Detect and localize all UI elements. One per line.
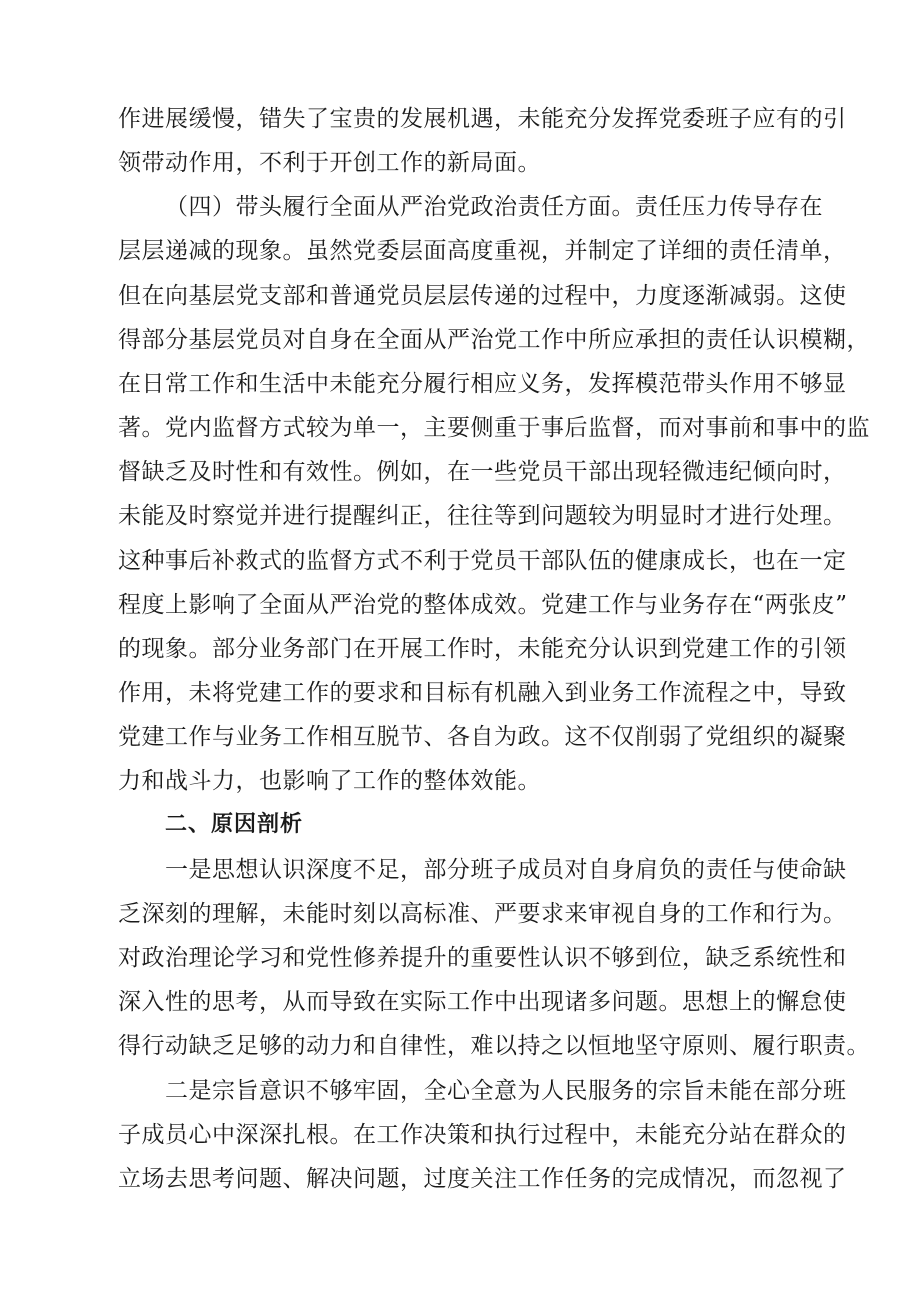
text-line: 力和战斗力，也影响了工作的整体效能。 xyxy=(118,768,541,794)
text-line: 作进展缓慢，错失了宝贵的发展机遇，未能充分发挥党委班子应有的引 xyxy=(118,106,847,132)
text-line: 层层递减的现象。虽然党委层面高度重视，并制定了详细的责任清单， xyxy=(118,238,847,264)
text-line: 子成员心中深深扎根。在工作决策和执行过程中，未能充分站在群众的 xyxy=(118,1122,847,1148)
text-line: 的现象。部分业务部门在开展工作时，未能充分认识到党建工作的引领 xyxy=(118,636,847,662)
text-line: 一是思想认识深度不足，部分班子成员对自身肩负的责任与使命缺 xyxy=(165,857,847,883)
text-line: 党建工作与业务工作相互脱节、各自为政。这不仅削弱了党组织的凝聚 xyxy=(118,724,847,750)
text-line: 作用，未将党建工作的要求和目标有机融入到业务工作流程之中，导致 xyxy=(118,680,847,706)
section-heading: 二、原因剖析 xyxy=(165,812,304,837)
text-line: 督缺乏及时性和有效性。例如，在一些党员干部出现轻微违纪倾向时， xyxy=(118,459,847,485)
text-line: （四）带头履行全面从严治党政治责任方面。责任压力传导存在 xyxy=(165,194,823,220)
text-line: 但在向基层党支部和普通党员层层传递的过程中，力度逐渐减弱。这使 xyxy=(118,283,847,309)
text-line: 未能及时察觉并进行提醒纠正，往往等到问题较为明显时才进行处理。 xyxy=(118,503,847,529)
text-line: 乏深刻的理解，未能时刻以高标准、严要求来审视自身的工作和行为。 xyxy=(118,901,847,927)
text-line: 在日常工作和生活中未能充分履行相应义务，发挥模范带头作用不够显 xyxy=(118,371,847,397)
text-line: 立场去思考问题、解决问题，过度关注工作任务的完成情况，而忽视了 xyxy=(118,1166,847,1192)
text-line: 二是宗旨意识不够牢固，全心全意为人民服务的宗旨未能在部分班 xyxy=(165,1078,847,1104)
text-line: 领带动作用，不利于开创工作的新局面。 xyxy=(118,150,541,176)
text-line: 深入性的思考，从而导致在实际工作中出现诸多问题。思想上的懈怠使 xyxy=(118,989,847,1015)
text-line: 得部分基层党员对自身在全面从严治党工作中所应承担的责任认识模糊， xyxy=(118,327,870,353)
text-line: 程度上影响了全面从严治党的整体成效。党建工作与业务存在“两张皮” xyxy=(118,592,848,618)
text-line: 这种事后补救式的监督方式不利于党员干部队伍的健康成长，也在一定 xyxy=(118,548,847,574)
text-line: 对政治理论学习和党性修养提升的重要性认识不够到位，缺乏系统性和 xyxy=(118,945,847,971)
text-line: 得行动缺乏足够的动力和自律性，难以持之以恒地坚守原则、履行职责。 xyxy=(118,1033,870,1059)
text-line: 著。党内监督方式较为单一，主要侧重于事后监督，而对事前和事中的监 xyxy=(118,415,870,441)
